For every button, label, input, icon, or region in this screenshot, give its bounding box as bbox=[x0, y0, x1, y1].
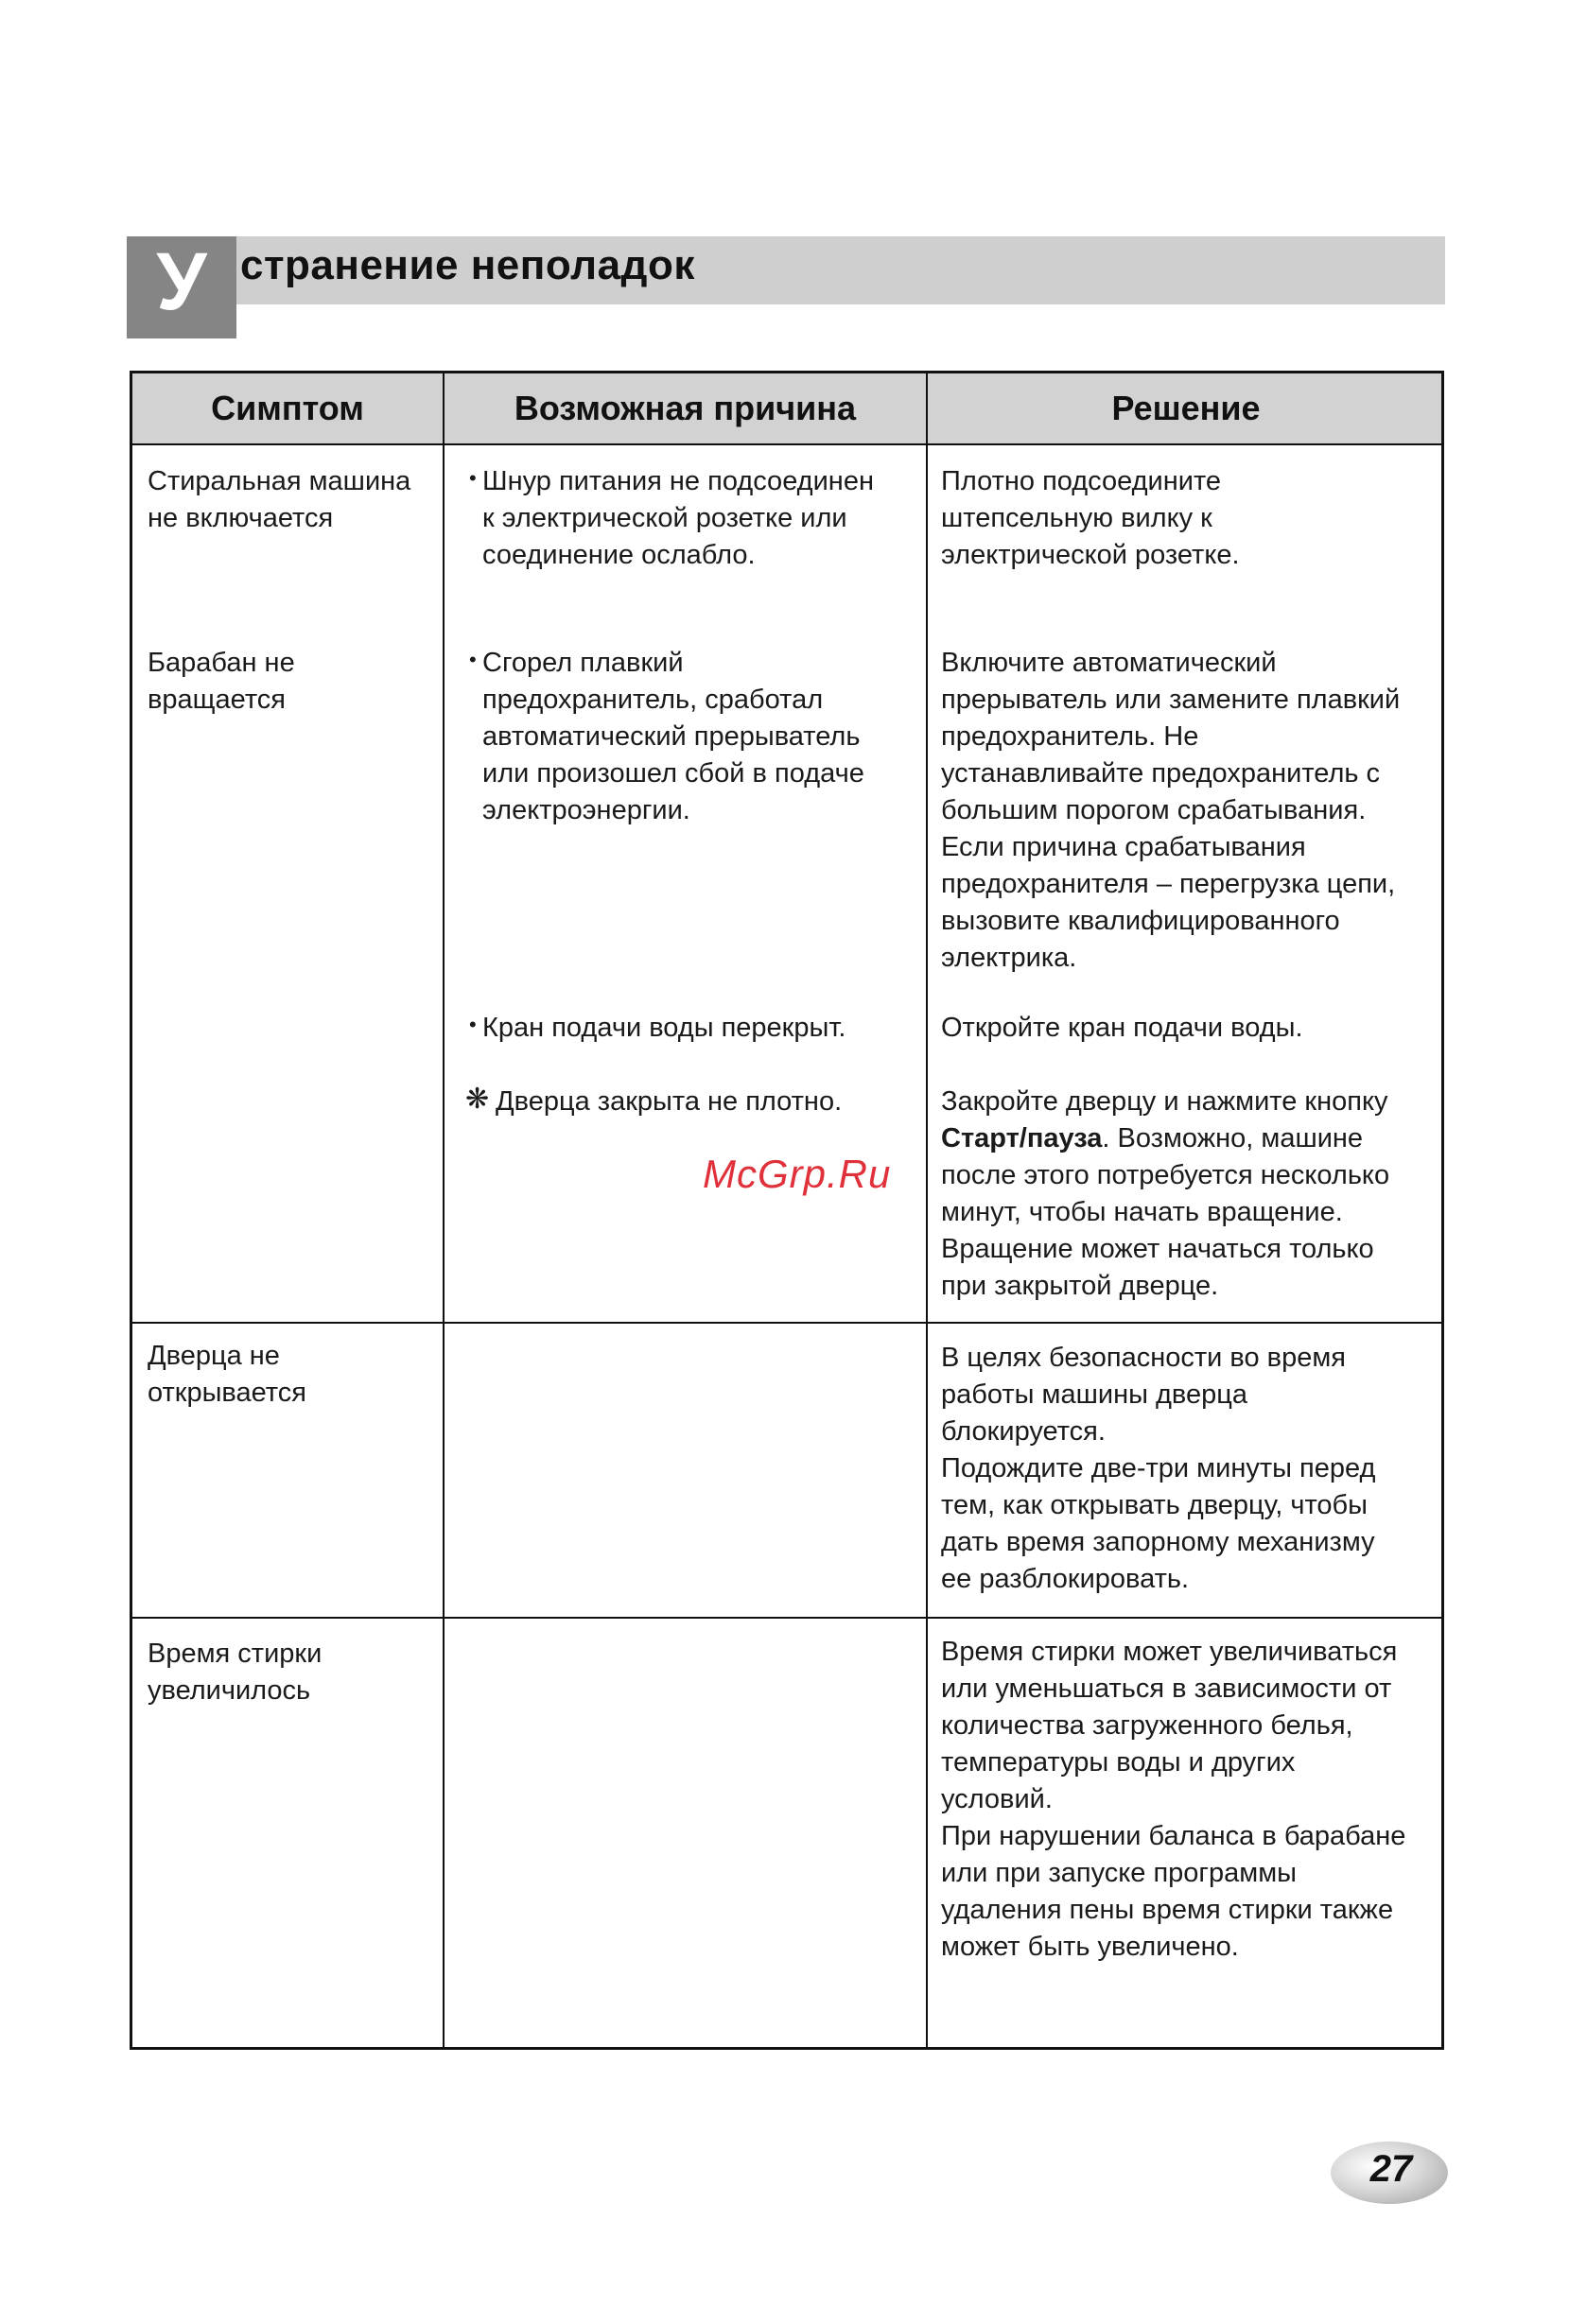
cause-cell: Дверца закрыта не плотно. bbox=[496, 1086, 843, 1117]
cause-cell: Шнур питания не подсоединен к электрической розетке или соединение ослабло. bbox=[482, 466, 874, 570]
symptom-cell: Стиральная машина не включается bbox=[148, 466, 411, 533]
column-header-cause: Возможная причина bbox=[514, 389, 857, 427]
solution-cell: Закройте дверцу и нажмите кнопку Старт/пауза. Возможно, машине после этого потребуется несколько минут, чтобы начать вращение. Вращение может начаться только при закрытой дверце. bbox=[941, 1086, 1390, 1301]
bullet-icon: • bbox=[469, 1013, 477, 1036]
solution-cell: Включите автоматический прерыватель или замените плавкий предохранитель. Не устанавливайте предохранитель с большим порогом срабатывания. Если причина срабатывания предохранителя – перегрузка цепи, вызовите квалифицированного электрика. bbox=[941, 648, 1401, 973]
symptom-cell: Время стирки увеличилось bbox=[148, 1639, 323, 1706]
column-divider bbox=[926, 373, 928, 2047]
row-divider bbox=[132, 1322, 1441, 1324]
cause-cell: Кран подачи воды перекрыт. bbox=[482, 1013, 846, 1043]
solution-cell: Плотно подсоедините штепсельную вилку к электрической розетке. bbox=[941, 466, 1240, 570]
solution-cell: В целях безопасности во время работы машины дверца блокируется. Подождите две-три минуты перед тем, как открывать дверцу, чтобы дать время запорному механизму ее разблокировать. bbox=[941, 1343, 1376, 1594]
page-title: странение неполадок bbox=[240, 242, 695, 288]
page-number: 27 bbox=[1369, 2148, 1413, 2190]
watermark: McGrp.Ru bbox=[703, 1152, 892, 1196]
troubleshooting-table bbox=[130, 371, 1444, 2050]
row-divider bbox=[132, 443, 1441, 445]
cause-cell: Сгорел плавкий предохранитель, сработал автоматический прерыватель или произошел сбой в подаче электроэнергии. bbox=[482, 648, 864, 825]
asterisk-icon: ❋ bbox=[465, 1084, 490, 1115]
title-drop-letter: У bbox=[127, 236, 236, 338]
row-divider bbox=[132, 1617, 1441, 1619]
column-header-solution: Решение bbox=[1111, 389, 1261, 427]
symptom-cell: Барабан не вращается bbox=[148, 648, 295, 715]
column-header-symptom: Симптом bbox=[211, 389, 364, 427]
symptom-cell: Дверца не открывается bbox=[148, 1341, 306, 1408]
solution-cell: Откройте кран подачи воды. bbox=[941, 1013, 1303, 1043]
bullet-icon: • bbox=[469, 648, 477, 671]
start-pause-label: Старт/пауза bbox=[941, 1123, 1103, 1153]
bullet-icon: • bbox=[469, 466, 477, 490]
solution-cell: Время стирки может увеличиваться или уменьшаться в зависимости от количества загруженного белья, температуры воды и других условий. При нарушении баланса в барабане или при запуске программы удаления пены время стирки также может быть увеличено. bbox=[941, 1637, 1406, 1962]
column-divider bbox=[443, 373, 445, 2047]
